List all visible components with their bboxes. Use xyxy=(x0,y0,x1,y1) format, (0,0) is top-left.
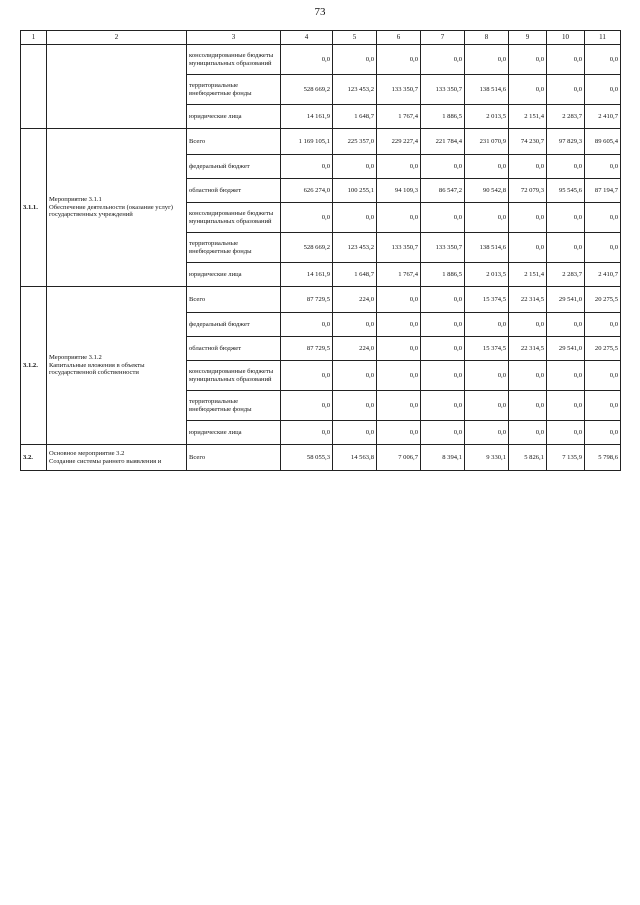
amount-cell: 1 648,7 xyxy=(333,105,377,129)
amount-cell: 0,0 xyxy=(333,45,377,75)
amount-cell: 1 648,7 xyxy=(333,263,377,287)
amount-cell: 0,0 xyxy=(509,391,547,421)
column-header: 8 xyxy=(465,31,509,45)
activity-description: Создание системы раннего выявления и xyxy=(49,457,162,465)
amount-cell: 2 013,5 xyxy=(465,263,509,287)
amount-cell: 0,0 xyxy=(585,313,621,337)
amount-cell: 0,0 xyxy=(509,75,547,105)
amount-cell: 0,0 xyxy=(585,203,621,233)
row-code: 3.1.2. xyxy=(21,287,47,445)
amount-cell: 2 410,7 xyxy=(585,105,621,129)
amount-cell: 0,0 xyxy=(281,45,333,75)
amount-cell: 14 161,9 xyxy=(281,263,333,287)
amount-cell: 0,0 xyxy=(421,421,465,445)
table-row xyxy=(21,287,621,313)
amount-cell: 14 161,9 xyxy=(281,105,333,129)
column-header: 10 xyxy=(547,31,585,45)
amount-cell: 133 350,7 xyxy=(421,233,465,263)
funding-source: областной бюджет xyxy=(187,179,281,203)
amount-cell: 0,0 xyxy=(465,155,509,179)
amount-cell: 528 669,2 xyxy=(281,233,333,263)
amount-cell: 0,0 xyxy=(547,203,585,233)
amount-cell: 95 545,6 xyxy=(547,179,585,203)
amount-cell: 2 013,5 xyxy=(465,105,509,129)
column-header: 9 xyxy=(509,31,547,45)
activity-title: Основное мероприятие 3.2 xyxy=(49,449,125,457)
funding-source: юридические лица xyxy=(187,421,281,445)
funding-source: Всего xyxy=(187,445,281,471)
amount-cell: 0,0 xyxy=(421,287,465,313)
amount-cell: 0,0 xyxy=(509,203,547,233)
amount-cell: 231 070,9 xyxy=(465,129,509,155)
amount-cell: 9 330,1 xyxy=(465,445,509,471)
amount-cell: 0,0 xyxy=(547,233,585,263)
table-header xyxy=(21,31,621,45)
activity-name xyxy=(47,287,187,445)
amount-cell: 0,0 xyxy=(585,75,621,105)
amount-cell: 100 255,1 xyxy=(333,179,377,203)
amount-cell: 133 350,7 xyxy=(377,75,421,105)
table-row xyxy=(21,45,621,75)
amount-cell: 20 275,5 xyxy=(585,337,621,361)
amount-cell: 0,0 xyxy=(547,75,585,105)
amount-cell: 1 767,4 xyxy=(377,263,421,287)
amount-cell: 0,0 xyxy=(377,45,421,75)
row-code: 3.1.1. xyxy=(21,129,47,287)
amount-cell: 14 563,8 xyxy=(333,445,377,471)
amount-cell: 8 394,1 xyxy=(421,445,465,471)
activity-title: Мероприятие 3.1.1 xyxy=(49,196,102,204)
column-header: 11 xyxy=(585,31,621,45)
amount-cell: 0,0 xyxy=(585,233,621,263)
amount-cell: 0,0 xyxy=(547,361,585,391)
amount-cell: 224,0 xyxy=(333,337,377,361)
amount-cell: 7 135,9 xyxy=(547,445,585,471)
amount-cell: 0,0 xyxy=(333,203,377,233)
activity-name xyxy=(47,129,187,287)
table-row xyxy=(21,129,621,155)
amount-cell: 138 514,6 xyxy=(465,233,509,263)
amount-cell: 528 669,2 xyxy=(281,75,333,105)
amount-cell: 221 784,4 xyxy=(421,129,465,155)
amount-cell: 94 109,3 xyxy=(377,179,421,203)
amount-cell: 626 274,0 xyxy=(281,179,333,203)
funding-source: юридические лица xyxy=(187,263,281,287)
amount-cell: 0,0 xyxy=(465,391,509,421)
column-header: 5 xyxy=(333,31,377,45)
amount-cell: 1 886,5 xyxy=(421,105,465,129)
amount-cell: 0,0 xyxy=(509,155,547,179)
amount-cell: 2 151,4 xyxy=(509,105,547,129)
column-header: 6 xyxy=(377,31,421,45)
amount-cell: 0,0 xyxy=(465,45,509,75)
amount-cell: 87 729,5 xyxy=(281,337,333,361)
column-header: 1 xyxy=(21,31,47,45)
table-row xyxy=(21,445,621,471)
amount-cell: 15 374,5 xyxy=(465,337,509,361)
amount-cell: 0,0 xyxy=(421,45,465,75)
amount-cell: 72 079,3 xyxy=(509,179,547,203)
amount-cell: 0,0 xyxy=(333,361,377,391)
amount-cell: 15 374,5 xyxy=(465,287,509,313)
funding-source: территориальные внебюджетные фонды xyxy=(187,75,281,105)
column-header: 3 xyxy=(187,31,281,45)
amount-cell: 0,0 xyxy=(333,313,377,337)
amount-cell: 58 055,3 xyxy=(281,445,333,471)
amount-cell: 0,0 xyxy=(333,421,377,445)
amount-cell: 0,0 xyxy=(333,391,377,421)
column-header: 2 xyxy=(47,31,187,45)
activity-title: Мероприятие 3.1.2 xyxy=(49,354,102,362)
amount-cell: 0,0 xyxy=(377,203,421,233)
amount-cell: 89 605,4 xyxy=(585,129,621,155)
funding-source: областной бюджет xyxy=(187,337,281,361)
funding-source: федеральный бюджет xyxy=(187,313,281,337)
amount-cell: 86 547,2 xyxy=(421,179,465,203)
amount-cell: 7 006,7 xyxy=(377,445,421,471)
amount-cell: 133 350,7 xyxy=(421,75,465,105)
amount-cell: 20 275,5 xyxy=(585,287,621,313)
amount-cell: 0,0 xyxy=(547,45,585,75)
amount-cell: 0,0 xyxy=(281,361,333,391)
amount-cell: 0,0 xyxy=(585,391,621,421)
amount-cell: 0,0 xyxy=(421,313,465,337)
amount-cell: 0,0 xyxy=(333,155,377,179)
amount-cell: 0,0 xyxy=(547,313,585,337)
amount-cell: 0,0 xyxy=(377,287,421,313)
budget-table xyxy=(20,30,621,471)
amount-cell: 0,0 xyxy=(421,337,465,361)
amount-cell: 2 410,7 xyxy=(585,263,621,287)
amount-cell: 0,0 xyxy=(377,313,421,337)
amount-cell: 123 453,2 xyxy=(333,75,377,105)
amount-cell: 0,0 xyxy=(377,361,421,391)
funding-source: консолидированные бюджеты муниципальных образований xyxy=(187,361,281,391)
amount-cell: 0,0 xyxy=(465,421,509,445)
amount-cell: 0,0 xyxy=(421,391,465,421)
amount-cell: 0,0 xyxy=(281,203,333,233)
amount-cell: 0,0 xyxy=(509,45,547,75)
amount-cell: 2 283,7 xyxy=(547,263,585,287)
amount-cell: 0,0 xyxy=(377,421,421,445)
funding-source: территориальные внебюджетные фонды xyxy=(187,391,281,421)
column-header: 7 xyxy=(421,31,465,45)
amount-cell: 22 314,5 xyxy=(509,337,547,361)
amount-cell: 229 227,4 xyxy=(377,129,421,155)
amount-cell: 1 169 105,1 xyxy=(281,129,333,155)
amount-cell: 29 541,0 xyxy=(547,337,585,361)
funding-source: консолидированные бюджеты муниципальных образований xyxy=(187,45,281,75)
column-header: 4 xyxy=(281,31,333,45)
activity-description: Обеспечение деятельности (оказание услуг) государственных учреждений xyxy=(49,203,174,219)
funding-source: территориальные внебюджетные фонды xyxy=(187,233,281,263)
amount-cell: 74 230,7 xyxy=(509,129,547,155)
amount-cell: 0,0 xyxy=(421,155,465,179)
funding-source: Всего xyxy=(187,129,281,155)
amount-cell: 0,0 xyxy=(509,421,547,445)
header-row xyxy=(21,31,621,45)
row-code xyxy=(21,45,47,129)
amount-cell: 0,0 xyxy=(585,361,621,391)
amount-cell: 0,0 xyxy=(509,313,547,337)
amount-cell: 0,0 xyxy=(377,391,421,421)
amount-cell: 0,0 xyxy=(465,203,509,233)
amount-cell: 0,0 xyxy=(281,421,333,445)
amount-cell: 0,0 xyxy=(547,391,585,421)
amount-cell: 0,0 xyxy=(281,313,333,337)
amount-cell: 133 350,7 xyxy=(377,233,421,263)
funding-source: консолидированные бюджеты муниципальных образований xyxy=(187,203,281,233)
amount-cell: 0,0 xyxy=(421,203,465,233)
amount-cell: 0,0 xyxy=(465,313,509,337)
amount-cell: 97 829,3 xyxy=(547,129,585,155)
amount-cell: 2 151,4 xyxy=(509,263,547,287)
amount-cell: 0,0 xyxy=(377,155,421,179)
activity-name xyxy=(47,445,187,471)
amount-cell: 0,0 xyxy=(465,361,509,391)
amount-cell: 0,0 xyxy=(281,391,333,421)
row-code: 3.2. xyxy=(21,445,47,471)
amount-cell: 29 541,0 xyxy=(547,287,585,313)
amount-cell: 224,0 xyxy=(333,287,377,313)
amount-cell: 87 194,7 xyxy=(585,179,621,203)
amount-cell: 5 798,6 xyxy=(585,445,621,471)
funding-source: юридические лица xyxy=(187,105,281,129)
amount-cell: 138 514,6 xyxy=(465,75,509,105)
amount-cell: 0,0 xyxy=(509,233,547,263)
funding-source: федеральный бюджет xyxy=(187,155,281,179)
amount-cell: 87 729,5 xyxy=(281,287,333,313)
amount-cell: 0,0 xyxy=(585,155,621,179)
amount-cell: 1 886,5 xyxy=(421,263,465,287)
amount-cell: 1 767,4 xyxy=(377,105,421,129)
amount-cell: 225 357,0 xyxy=(333,129,377,155)
amount-cell: 0,0 xyxy=(585,45,621,75)
amount-cell: 0,0 xyxy=(547,155,585,179)
table-body xyxy=(21,45,621,471)
activity-description: Капитальные вложения в объекты государственной собственности xyxy=(49,361,145,377)
amount-cell: 0,0 xyxy=(585,421,621,445)
amount-cell: 2 283,7 xyxy=(547,105,585,129)
amount-cell: 0,0 xyxy=(377,337,421,361)
amount-cell: 22 314,5 xyxy=(509,287,547,313)
amount-cell: 0,0 xyxy=(281,155,333,179)
amount-cell: 0,0 xyxy=(421,361,465,391)
amount-cell: 0,0 xyxy=(509,361,547,391)
amount-cell: 5 826,1 xyxy=(509,445,547,471)
amount-cell: 90 542,8 xyxy=(465,179,509,203)
activity-name xyxy=(47,45,187,129)
amount-cell: 0,0 xyxy=(547,421,585,445)
amount-cell: 123 453,2 xyxy=(333,233,377,263)
page-number: 73 xyxy=(314,6,326,18)
funding-source: Всего xyxy=(187,287,281,313)
